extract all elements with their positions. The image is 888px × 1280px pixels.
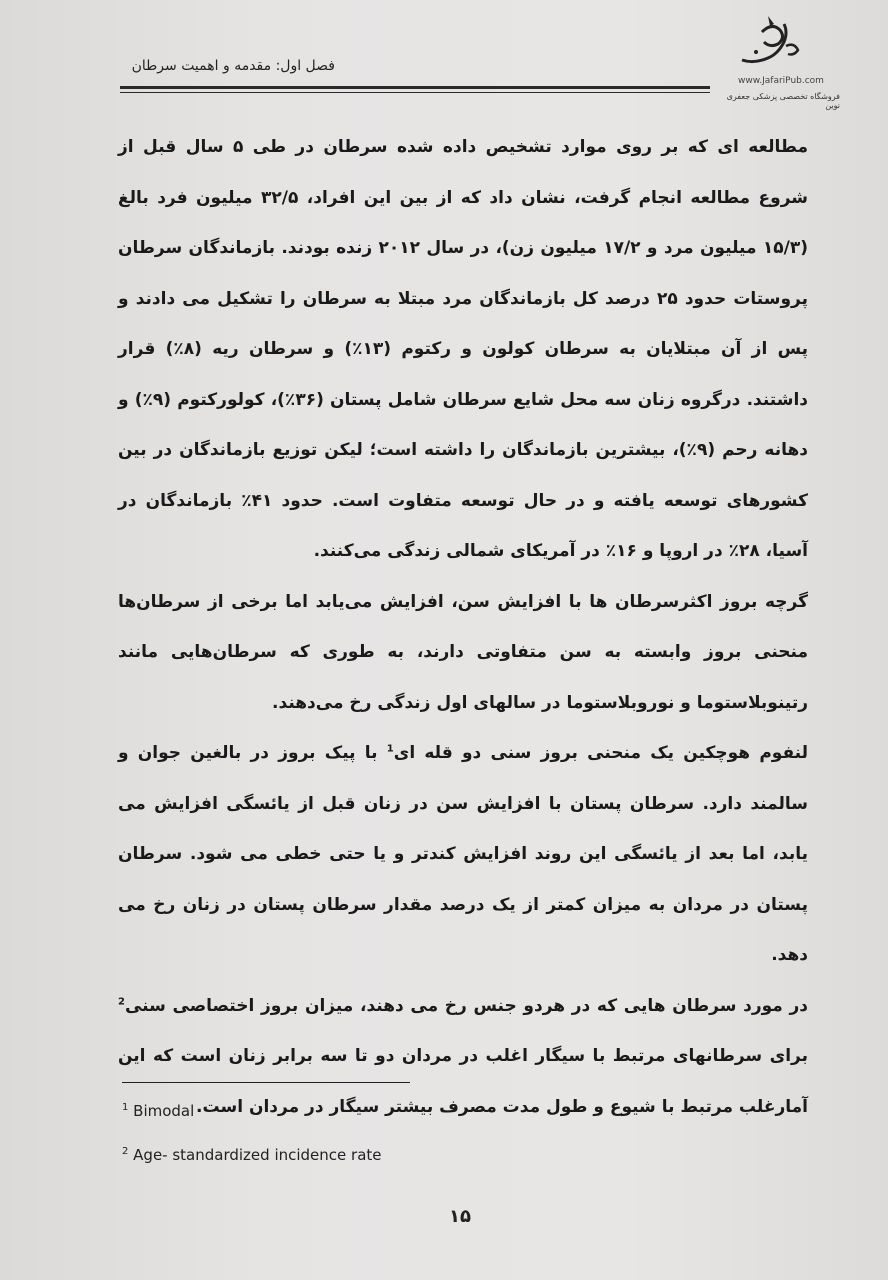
footnote-ref-1[interactable]: 1 [386, 743, 394, 755]
paragraph-text: لنفوم هوچکین یک منحنی بروز سنی دو قله ای [393, 743, 808, 763]
paragraph-age-curves [118, 577, 808, 729]
publisher-tagline: فروشگاه تخصصی پزشکی جعفری نوین [726, 92, 840, 110]
page-number: ۱۵ [449, 1206, 471, 1227]
paragraph-survivors [118, 122, 808, 577]
publisher-logo-icon [734, 12, 804, 72]
footnote-number: 1 [122, 1102, 129, 1113]
footnote-text: Age- standardized incidence rate [133, 1146, 382, 1164]
header-rule [120, 86, 710, 89]
footnote-text: Bimodal [133, 1102, 195, 1120]
paragraph-text: با پیک بروز در بالغین جوان و سالمند دارد. سرطان پستان با افزایش سن در زنان قبل از یائسگی افزایش می یابد، اما بعد از یائسگی این روند افزایش کندتر و یا حتی خطی می شود. سرطان پستان در مردان به میزان کمتر از یک درصد مقدار سرطان پستان در زنان رخ می دهد. [118, 743, 808, 965]
paragraph-hodgkin [118, 728, 808, 981]
paragraph-text: گرچه بروز اکثرسرطان ها با افزایش سن، افزایش می‌یابد اما برخی از سرطان‌ها منحنی بروز وابسته به سن متفاوتی دارند، به طوری که سرطان‌هایی مانند رتینوبلاستوما و نوروبلاستوما در سالهای اول زندگی رخ می‌دهند. [118, 591, 808, 713]
footnote-number: 2 [122, 1146, 129, 1157]
paragraph-text: برای سرطانهای مرتبط با سیگار اغلب در مردان دو تا سه برابر زنان است که این آمارغلب مرتبط با شیوع و طول مدت مصرف بیشتر سیگار در مردان است. [118, 1046, 808, 1117]
footnote-item [122, 1140, 522, 1164]
footnotes [122, 1096, 522, 1184]
footnote-rule [122, 1082, 410, 1083]
publisher-url: www.JafariPub.com [738, 76, 824, 86]
chapter-title: فصل اول: مقدمه و اهمیت سرطان [131, 58, 335, 74]
paragraph-text: مطالعه ای که بر روی موارد تشخیص داده شده سرطان در طی ۵ سال قبل از شروع مطالعه انجام گرفت، نشان داد که از بین این افراد، ۳۲/۵ میلیون فرد بالغ (۱۵/۳ میلیون مرد و ۱۷/۲ میلیون زن)، در سال ۲۰۱۲ زنده بودند. بازماندگان سرطان پروستات حدود ۲۵ درصد کل بازماندگان مرد مبتلا به سرطان را تشکیل می دادند و پس از آن مبتلایان به سرطان کولون و رکتوم (۱۳٪) و سرطان ریه (۸٪) قرار داشتند. درگروه زنان سه محل شایع سرطان شامل پستان (۳۶٪)، کولورکتوم (۹٪) و دهانه رحم (۹٪)، بیشترین بازماندگان را داشته است؛ لیکن توزیع بازماندگان در بین کشورهای توسعه یافته و در حال توسعه متفاوت است. حدود ۴۱٪ بازماندگان در آسیا، ۲۸٪ در اروپا و ۱۶٪ در آمریکای شمالی زندگی می‌کنند. [118, 137, 809, 561]
paragraph-text: در مورد سرطان هایی که در هردو جنس رخ می دهند، میزان بروز اختصاصی سنی [124, 995, 808, 1016]
footnote-ref-2[interactable]: 2 [118, 995, 125, 1007]
body-text [118, 122, 808, 1132]
footnote-item [122, 1096, 522, 1120]
header-rule-thin [120, 92, 710, 93]
publisher-logo [720, 12, 850, 110]
